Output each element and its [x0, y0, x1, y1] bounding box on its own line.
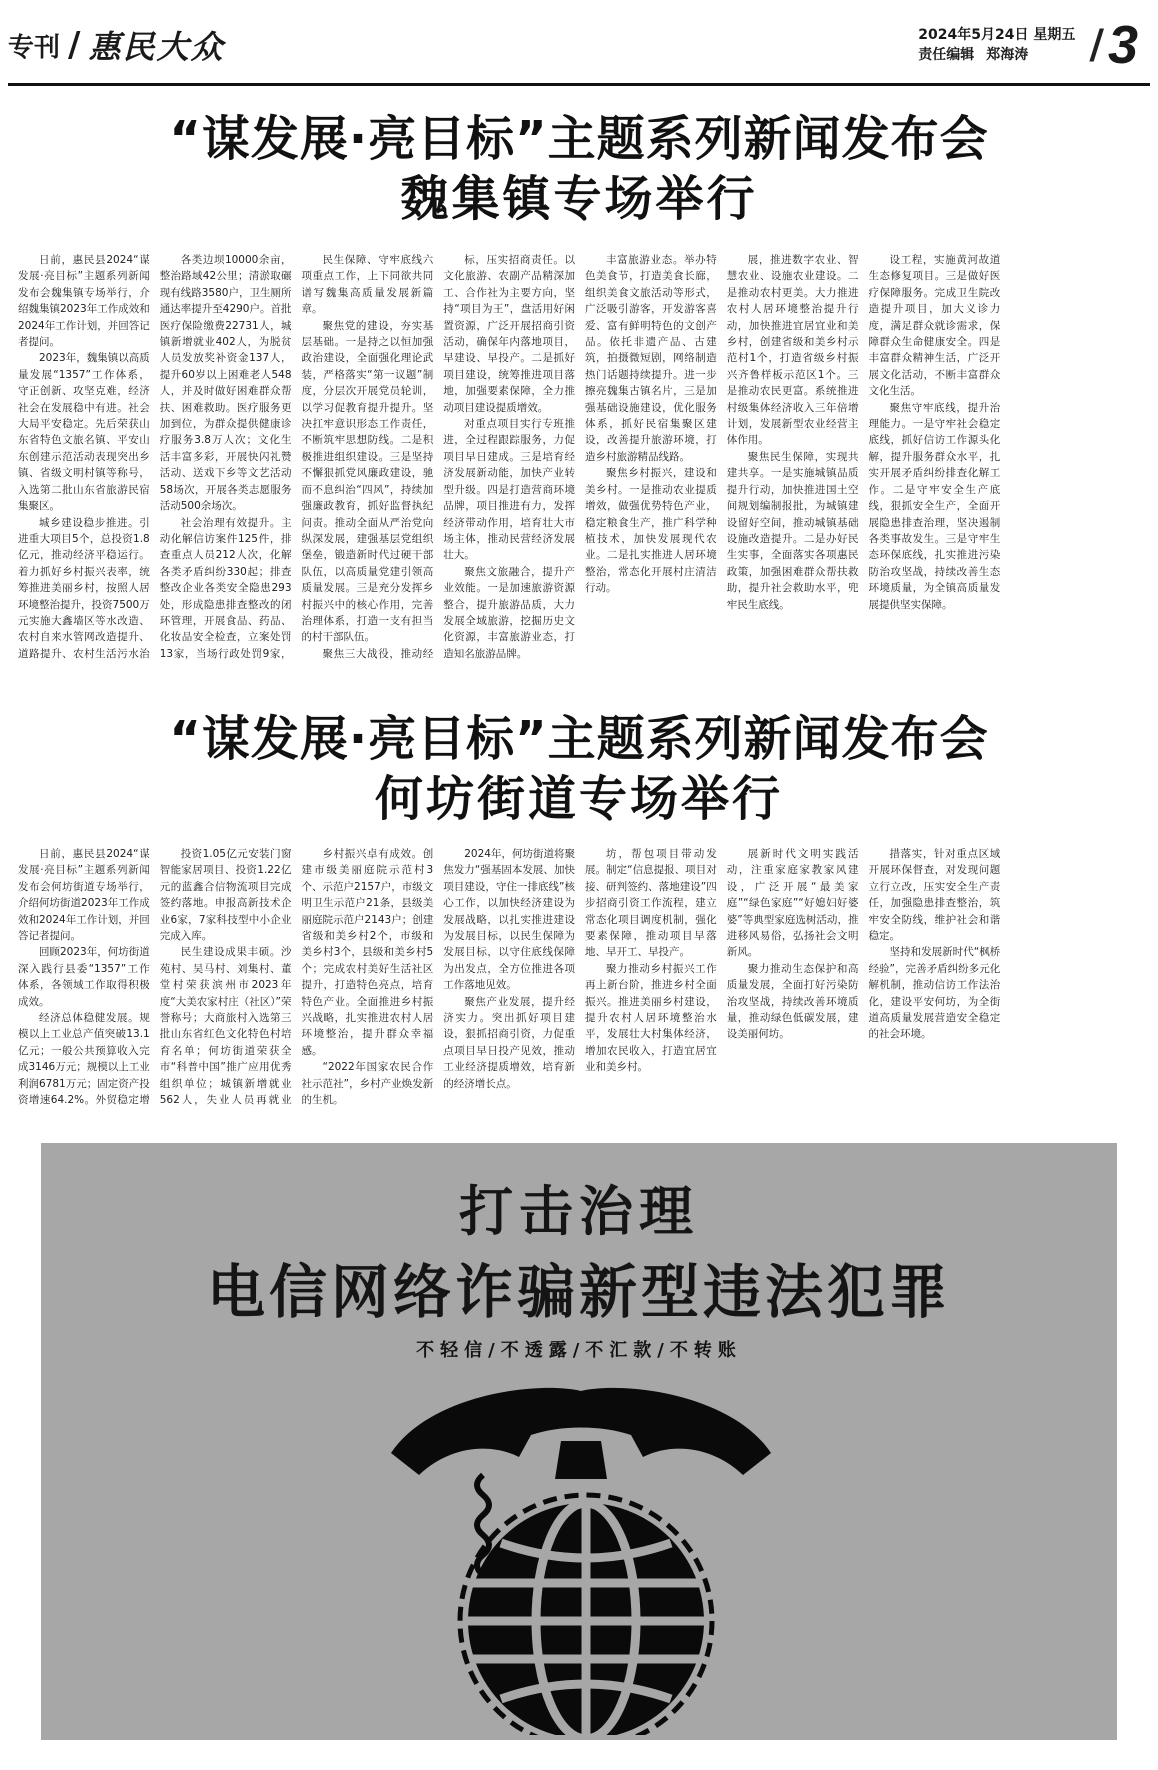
paragraph: 聚焦乡村振兴，建设和美乡村。一是推动农业提质增效，做强优势特色产业，稳定粮食生产，推广科学种植技术，加快发展现代农业。二是扎实推进人居环境整治，常态化开展村庄清洁行动。 [585, 467, 717, 595]
article1-body [18, 252, 1142, 664]
anti-fraud-banner [41, 1143, 1117, 1740]
article2-column-5 [585, 846, 717, 1108]
paragraph: 坚持和发展新时代“枫桥经验”，完善矛盾纠纷多元化解机制，推动信访工作法治化，建设平安何坊，为全街道高质量发展营造安全稳定的社会环境。 [868, 946, 1001, 1041]
article2-column-3 [302, 846, 434, 1108]
article2-column-7 [869, 846, 1001, 1108]
banner-title-line2: 电信网络诈骗新型违法犯罪 [206, 1258, 951, 1326]
page-number-divider: / [1089, 22, 1104, 68]
paragraph: 标，压实招商责任。以文化旅游、农副产品精深加工、合作社为主要方向，坚持“项目为王”，盘活用好闲置资源，广泛开展招商引资活动，确保年内落地项目，早建设、早投产。二是抓好项目建设，统筹推进项目落地，加强要素保障，全力推动项目建设提质增效。 [443, 254, 575, 414]
paragraph: 城乡建设稳步推进。引进重大项目5个，总投资1.8亿元，推动经济平稳运行。着力抓好乡村振兴表率，统筹推进美丽乡村，按照人居环境整治提升，投资7500万元实施大鑫墙区等水改造、农村自来水管网改造提升、道路提升、农村生活污水治 [18, 516, 150, 660]
paragraph: 聚力推动生态保护和高质量发展，全面打好污染防治攻坚战，持续改善环境质量，推动绿色低碳发展，建设美丽何坊。 [726, 962, 859, 1041]
article1-column-6 [727, 252, 859, 664]
page-number: 3 [1107, 15, 1138, 75]
issue-meta [918, 25, 1075, 65]
paragraph: 聚焦党的建设，夯实基层基础。一是持之以恒加强政治建设，全面强化理论武装，严格落实“第一议题”制度，分层次开展党员轮训，以学习促教育提升提升。坚决扛牢意识形态工作责任，不断筑牢思想防线。二是积极推进组织建设。三是坚持不懈狠抓党风廉政建设，驰而不息纠治“四风”，持续加强廉政教育，抓好监督执纪问责。推动全面从严治党向纵深发展，建强基层党组织堡垒，锻造新时代过硬干部队伍，以高质量党建引领高质量发展。三是充分发挥乡村振兴中的核心作用，完善治理体系，打造一支有担当的村干部队伍。 [301, 319, 434, 644]
masthead-rule [8, 83, 1150, 86]
paragraph: 各类边坝10000余亩，整治路域42公里；清淤取碾现有线路3580户，卫生厕所通达率提升至4290户。首批医疗保险缴费22731人，城镇新增就业402人，为脱贫人员发放奖补资金137人，提升60岁以上困难老人548人，并及时做好困难群众帮扶、困难救助。医疗服务更加到位，为群众提供健康诊疗服务3.8万人次；文化生活丰富多彩，开展快闪礼赞活动、送戏下乡等文艺活动58场次，开展各类志愿服务活动500余场次。 [159, 254, 292, 513]
article2-title-line2: 何坊街道专场举行 [374, 771, 783, 827]
article2-column-2 [160, 846, 292, 1108]
article1-column-2 [160, 252, 292, 664]
masthead-left [8, 22, 224, 68]
article1-column-3 [302, 252, 434, 664]
article2-title-line1: “谋发展·亮目标”主题系列新闻发布会 [169, 711, 989, 767]
paragraph: 聚力推动乡村振兴工作再上新台阶，推进乡村全面振兴。推进美丽乡村建设，提升农村人居环境整治水平，发展壮大村集体经济，增加农民收入，打造宜居宜业和美乡村。 [585, 962, 717, 1074]
article1-column-1 [18, 252, 150, 664]
paragraph: 聚焦民生保障，实现共建共享。一是实施城镇品质提升行动，加快推进国土空间规划编制报批，为城镇建设留好空间，推动城镇基础设施改造提升。二是办好民生实事，全面落实各项惠民政策，加强困难群众帮扶救助，提升社会救助水平，兜牢民生底线。 [726, 450, 859, 611]
paragraph: “2022年国家农民合作社示范社”，乡村产业焕发新的生机。 [301, 1061, 434, 1107]
paragraph: 2023年，魏集镇以高质量发展“1357”工作体系，守正创新、攻坚克难，经济社会在发展稳中有进。社会大局平安稳定。先后荣获山东省特色文旅名镇、平安山东创建示范活动表现突出乡镇、省级文明村镇等称号，入选第二批山东省旅游民宿集聚区。 [18, 352, 150, 513]
article1-column-7 [869, 252, 1001, 664]
paragraph: 聚焦产业发展，提升经济实力。突出抓好项目建设，狠抓招商引资，力促重点项目早日投产见效，推动工业经济提质增效，培育新的经济增长点。 [443, 995, 575, 1090]
paragraph: 经济总体稳健发展。规模以上工业总产值突破13.1亿元；一般公共预算收入完成3146万元；规模以上工业利润6781万元；固定资产投资增速64.2%。外贸稳定增 [18, 1012, 150, 1107]
paragraph: 乡村振兴卓有成效。创建市级美丽庭院示范村3个、示范户2157户，市级文明卫生示范户21条，县级美丽庭院示范户2143户；创建省级和美乡村2个，市级和美乡村3个，县级和美乡村5个；完成农村美好生活社区提升，打造特色亮点，培育特色产业。全面推进乡村振兴战略，扎实推进农村人居环境整治，提升群众幸福感。 [301, 848, 434, 1057]
column-name: 专刊 [8, 32, 61, 63]
paragraph: 措落实，针对重点区域开展环保督查，对发现问题立行立改，压实安全生产责任，加强隐患排查整治，筑牢安全防线，维护社会和谐稳定。 [868, 848, 1001, 943]
paragraph: 民生保障、守牢底线六项重点工作，上下同欲共同谱写魏集高质量发展新篇章。 [301, 254, 434, 316]
banner-title-line1: 打击治理 [459, 1180, 699, 1243]
paragraph: 日前，惠民县2024“谋发展·亮目标”主题系列新闻发布会魏集镇专场举行，介绍魏集镇2023年工作成效和2024年工作计划，并回答记者提问。 [18, 254, 150, 349]
masthead-right [918, 15, 1138, 75]
paragraph: 坊，帮包项目带动发展。制定“信息提报、项目对接、研判签约、落地建设”四步招商引资工作流程，建立常态化项目调度机制，强化要素保障，推动项目早落地、早开工、早投产。 [585, 848, 717, 959]
paragraph: 聚焦文旅融合，提升产业效能。一是加速旅游资源整合，提升旅游品质，大力发展全域旅游，挖掘历史文化资源，丰富旅游业态，打造知名旅游品牌。 [443, 565, 575, 660]
paragraph: 民生建设成果丰硕。沙苑村、吴马村、刘集村、董堂村荣获滨州市2023年度“大美农家村庄（社区）”荣誉称号；大商旅村入选第三批山东省红色文化特色村培育名单；何坊街道荣获全市“科普中国”推广应用优秀组织单位；城镇新增就业562人，失业人员再就业 [159, 946, 292, 1107]
banner-slogan: 不轻信/不透露/不汇款/不转账 [416, 1340, 742, 1361]
editor-name: 郑海涛 [986, 47, 1029, 63]
paragraph: 设工程，实施黄河故道生态修复项目。三是做好医疗保障服务。完成卫生院改造提升项目，加大义诊力度，满足群众就诊需求，保障群众生命健康安全。四是丰富群众精神生活，广泛开展文化活动，不断丰富群众文化生活。 [868, 254, 1001, 398]
article1-title-line2: 魏集镇专场举行 [400, 171, 758, 227]
telephone-globe-icon [371, 1383, 791, 1735]
issue-date: 2024年5月24日 星期五 [918, 27, 1076, 43]
paper-name: 惠民大众 [88, 28, 225, 66]
article1-column-4 [443, 252, 575, 664]
paragraph: 展新时代文明实践活动，注重家庭家教家风建设，广泛开展“最美家庭”“绿色家庭”“好媳妇好婆婆”等典型家庭选树活动，推进移风易俗，弘扬社会文明新风。 [726, 848, 859, 959]
paragraph: 投资1.05亿元安装门窗智能家居项目、投资1.22亿元的蓝鑫合信物流项目完成签约落地。申报高新技术企业6家，7家科技型中小企业完成入库。 [159, 848, 292, 943]
paragraph: 聚焦三大战役，推动经 [322, 647, 434, 660]
article2-column-6 [727, 846, 859, 1108]
editor-line [918, 45, 1075, 65]
paragraph: 展，推进数字农业、智慧农业、设施农业建设。二是推动农村更美。大力推进农村人居环境整治提升行动，加快推进宜居宜业和美乡村，创建省级和美乡村示范村1个，打造省级乡村振兴齐鲁样板示范区1个。三是推动农民更富。系统推进村级集体经济收入三年倍增计划，发展新型农业经营主体作用。 [726, 254, 859, 447]
paragraph: 丰富旅游业态。举办特色美食节，打造美食长廊，组织美食文旅活动等形式，广泛吸引游客，开发游客喜爱、富有鲜明特色的文创产品。依托非遗产品、古建筑，拍摄微短剧，网络制造热门话题持续提升。进一步擦亮魏集古镇名片，三是加强基础设施建设，优化服务体系，抓好民宿集聚区建设，改善提升旅游环境，打造乡村旅游精品线路。 [585, 254, 717, 463]
masthead-divider: / [68, 25, 81, 65]
article1-title-line1: “谋发展·亮目标”主题系列新闻发布会 [169, 111, 989, 167]
paragraph: 社会治理有效提升。主动化解信访案件125件，排查重点人员212人次，化解各类矛盾纠纷330起；排查整改企业各类安全隐患293处，形成隐患排查整改的闭环管理，开展食品、药品、化妆品安全检查，立案处罚13家，当场行政处罚9家， [159, 516, 292, 660]
paragraph: 2024年，何坊街道将聚焦发力“强基固本发展、加快项目建设，守住一排底线”核心工作，以加快经济建设为发展战略，以扎实推进建设为发展目标，以民生保障为发展目标，以守住底线保障为出发点，全方位推进各项工作落地见效。 [443, 848, 575, 992]
article2-column-1 [18, 846, 150, 1108]
paragraph: 日前，惠民县2024“谋发展·亮目标”主题系列新闻发布会何坊街道专场举行，介绍何坊街道2023年工作成效和2024年工作计划，并回答记者提问。 [18, 848, 150, 943]
paragraph: 回顾2023年，何坊街道深入践行县委“1357”工作体系，各领域工作取得积极成效。 [18, 946, 150, 1008]
paragraph: 聚焦守牢底线，提升治理能力。一是守牢社会稳定底线，抓好信访工作源头化解，提升服务群众水平，扎实开展矛盾纠纷排查化解工作。二是守牢安全生产底线，狠抓安全生产，全面开展隐患排查治理，坚决遏制各类事故发生。三是守牢生态环保底线，扎实推进污染防治攻坚战，持续改善生态环境质量，为全镇高质量发展提供坚实保障。 [868, 401, 1001, 611]
article2-body [18, 846, 1142, 1108]
article2-column-4 [443, 846, 575, 1108]
paragraph: 对重点项目实行专班推进，全过程跟踪服务，力促项目早日建成。三是培育经济发展新动能，加快产业转型升级。四是打造营商环境品牌，项目推进有力，发挥经济带动作用，培育壮大市场主体，推动民营经济发展壮大。 [443, 418, 575, 562]
editor-label: 责任编辑 [918, 47, 975, 63]
article1-column-5 [585, 252, 717, 664]
masthead [0, 0, 1158, 86]
